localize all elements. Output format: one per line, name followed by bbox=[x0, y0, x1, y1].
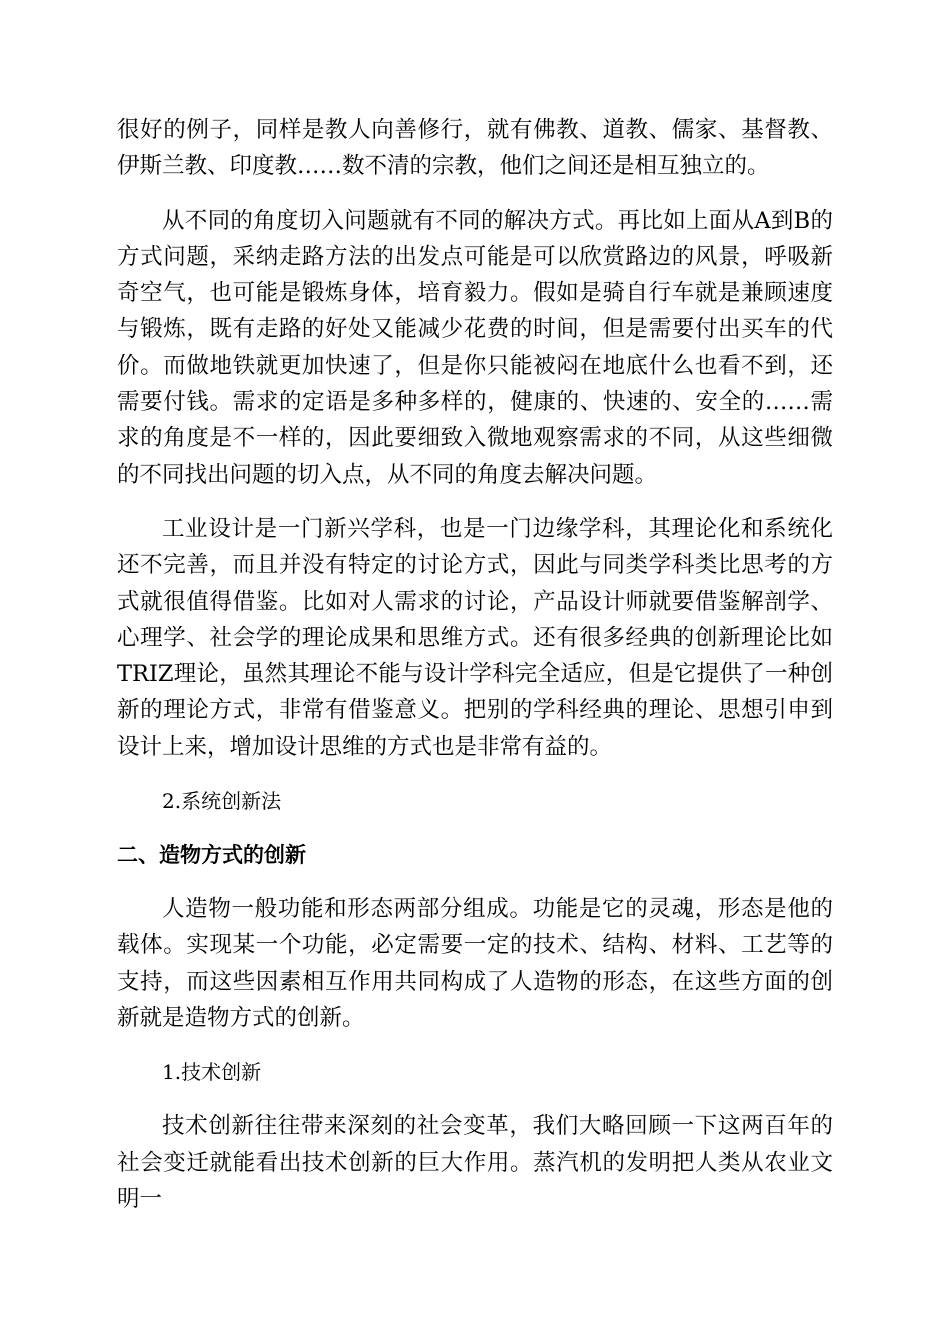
body-paragraph-artifact: 人造物一般功能和形态两部分组成。功能是它的灵魂，形态是他的载体。实现某一个功能，必定需要一定的技术、结构、材料、工艺等的支持，而这些因素相互作用共同构成了人造物的形态，在这些方面的创新就是造物方式的创新。 bbox=[117, 896, 833, 1031]
subheading-system-innovation: 2.系统创新法 bbox=[162, 789, 282, 814]
body-paragraph-religion-example: 很好的例子，同样是教人向善修行，就有佛教、道教、儒家、基督教、伊斯兰教、印度教……数不清的宗教，他们之间还是相互独立的。 bbox=[117, 117, 833, 180]
body-paragraph-perspective: 从不同的角度切入问题就有不同的解决方式。再比如上面从A到B的方式问题，采纳走路方法的出发点可能是可以欣赏路边的风景，呼吸新奇空气，也可能是锻炼身体，培育毅力。假如是骑自行车就是兼顾速度与锻炼，既有走路的好处又能减少花费的时间，但是需要付出买车的代价。而做地铁就更加快速了，但是你只能被闷在地底什么也看不到，还需要付钱。需求的定语是多种多样的，健康的、快速的、安全的……需求的角度是不一样的，因此要细致入微地观察需求的不同，从这些细微的不同找出问题的切入点，从不同的角度去解决问题。 bbox=[117, 207, 833, 488]
body-paragraph-industrial-design: 工业设计是一门新兴学科，也是一门边缘学科，其理论化和系统化还不完善，而且并没有特定的讨论方式，因此与同类学科类比思考的方式就很值得借鉴。比如对人需求的讨论，产品设计师就要借鉴解剖学、心理学、社会学的理论成果和思维方式。还有很多经典的创新理论比如TRIZ理论，虽然其理论不能与设计学科完全适应，但是它提供了一种创新的理论方式，非常有借鉴意义。把别的学科经典的理论、思想引申到设计上来，增加设计思维的方式也是非常有益的。 bbox=[117, 515, 833, 760]
document-body bbox=[117, 112, 833, 1235]
section-title-making-innovation: 二、造物方式的创新 bbox=[117, 843, 306, 868]
subheading-tech-innovation: 1.技术创新 bbox=[162, 1060, 262, 1085]
body-paragraph-tech-innovation: 技术创新往往带来深刻的社会变革，我们大略回顾一下这两百年的社会变迁就能看出技术创新的巨大作用。蒸汽机的发明把人类从农业文明一 bbox=[117, 1113, 833, 1212]
